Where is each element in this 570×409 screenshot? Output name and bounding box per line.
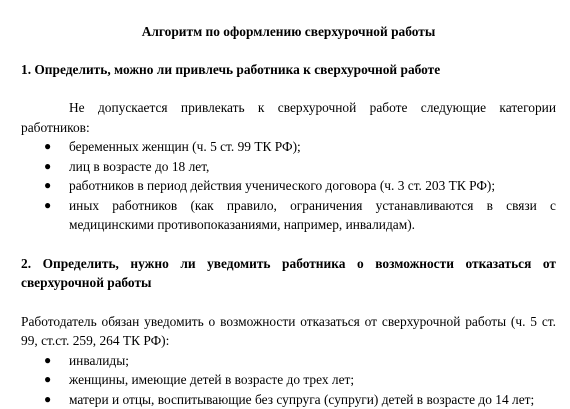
section-2-heading: 2. Определить, нужно ли уведомить работника о возможности отказаться от сверхурочной работы	[21, 254, 556, 293]
bullet-icon: ●	[44, 176, 51, 196]
list-item-text: иных работников (как правило, ограничения устанавливаются в связи с медицинскими противопоказаниями, например, инвалидам).	[69, 198, 556, 233]
document-page	[21, 22, 556, 409]
list-item	[21, 196, 556, 235]
bullet-icon: ●	[44, 351, 51, 371]
list-item-text: работников в период действия ученического договора (ч. 3 ст. 203 ТК РФ);	[69, 178, 495, 193]
list-item-text: инвалиды;	[69, 353, 129, 368]
list-item	[21, 390, 556, 409]
list-item	[21, 157, 556, 177]
list-item	[21, 176, 556, 196]
section-1-heading: 1. Определить, можно ли привлечь работника к сверхурочной работе	[21, 60, 556, 80]
list-item	[21, 137, 556, 157]
list-item-text: женщины, имеющие детей в возрасте до трех лет;	[69, 372, 354, 387]
list-item-text: матери и отцы, воспитывающие без супруга (супруги) детей в возрасте до 14 лет;	[69, 392, 534, 407]
list-item-text: беременных женщин (ч. 5 ст. 99 ТК РФ);	[69, 139, 301, 154]
section-2-intro: Работодатель обязан уведомить о возможности отказаться от сверхурочной работы (ч. 5 ст. 99, ст.ст. 259, 264 ТК РФ):	[21, 312, 556, 351]
section-2-list	[21, 351, 556, 409]
list-item	[21, 351, 556, 371]
bullet-icon: ●	[44, 137, 51, 157]
bullet-icon: ●	[44, 196, 51, 216]
list-item	[21, 370, 556, 390]
spacer	[21, 235, 556, 254]
document-title: Алгоритм по оформлению сверхурочной работы	[21, 22, 556, 42]
section-1-intro: Не допускается привлекать к сверхурочной работе следующие категории работников:	[21, 98, 556, 137]
bullet-icon: ●	[44, 157, 51, 177]
list-item-text: лиц в возрасте до 18 лет,	[69, 159, 209, 174]
section-1-list	[21, 137, 556, 235]
bullet-icon: ●	[44, 370, 51, 390]
bullet-icon: ●	[44, 390, 51, 409]
